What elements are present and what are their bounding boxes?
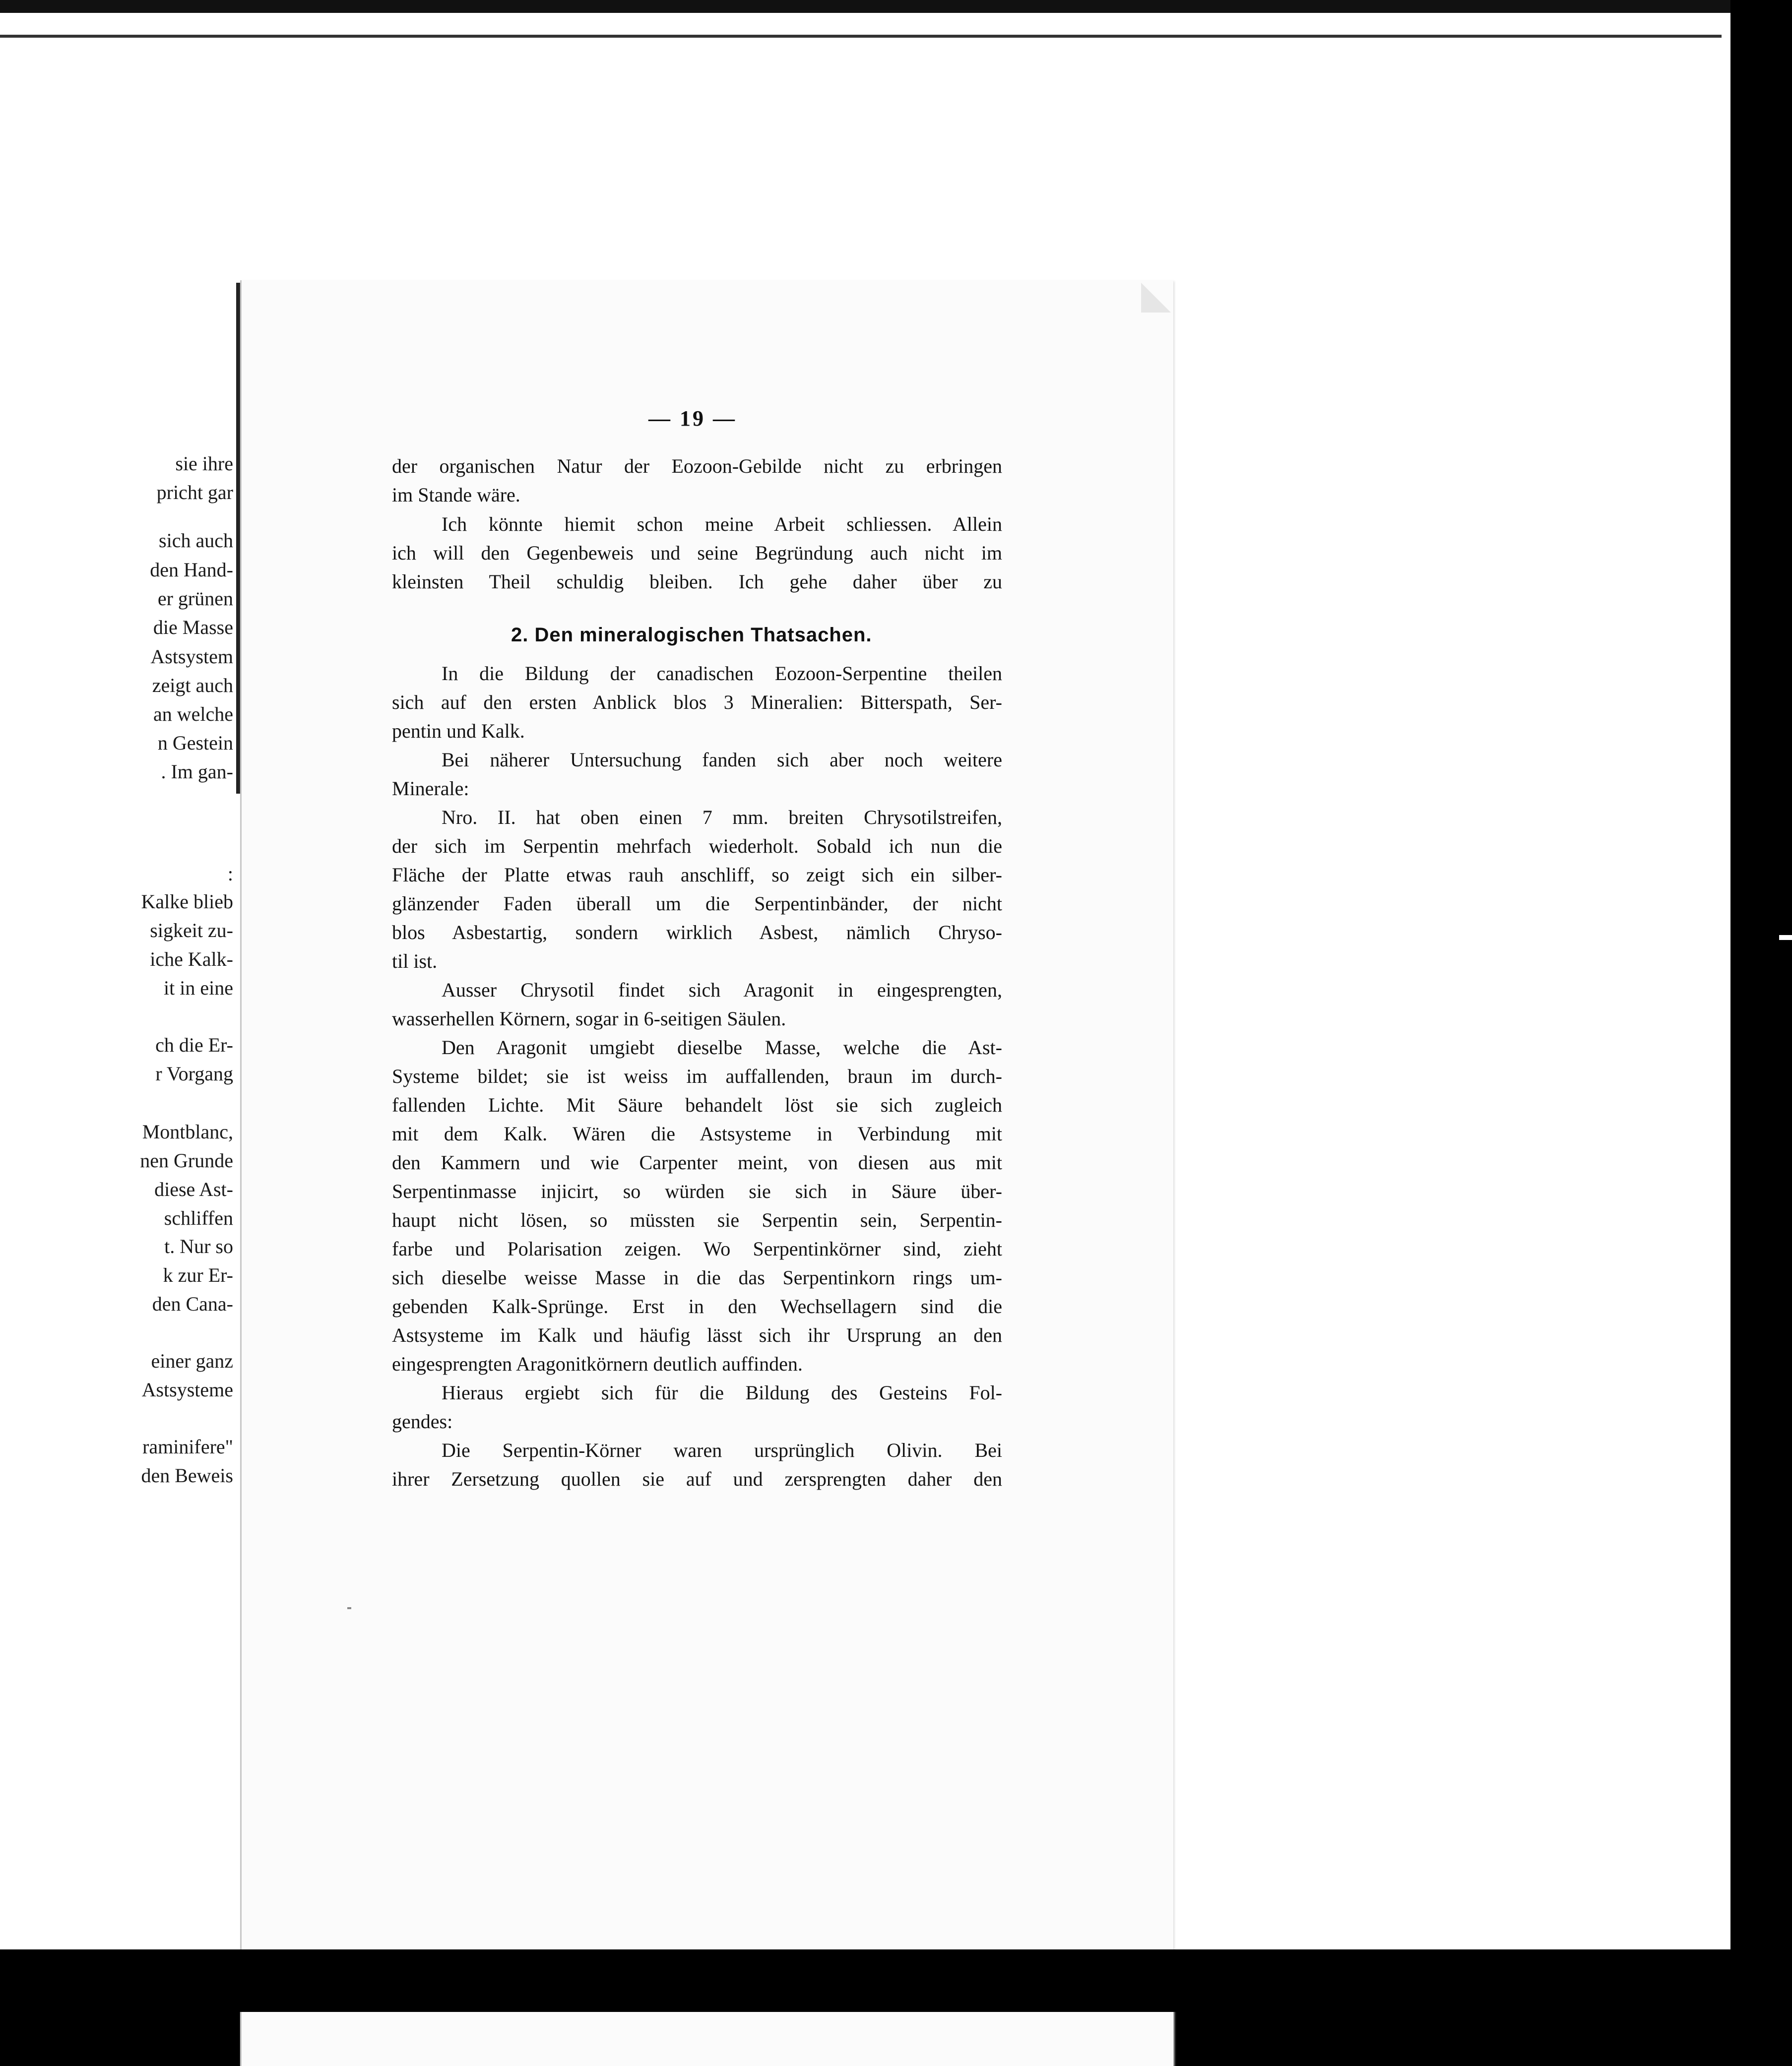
text-line: sich dieselbe weisse Masse in die das Serpentinkorn rings um- — [392, 1266, 1002, 1289]
left-line: k zur Er- — [163, 1264, 233, 1286]
text-line: farbe und Polarisation zeigen. Wo Serpentinkörner sind, zieht — [392, 1238, 1002, 1260]
text-line: Ich könnte hiemit schon meine Arbeit schliessen. Allein — [442, 513, 1002, 535]
left-line: Astsysteme — [141, 1378, 233, 1401]
section-heading: 2. Den mineralogischen Thatsachen. — [511, 624, 872, 646]
left-line: Kalke blieb — [141, 890, 233, 913]
left-line: den Beweis — [141, 1464, 233, 1487]
left-line: r Vorgang — [155, 1063, 233, 1085]
page-number: — 19 — — [648, 406, 737, 431]
text-line: Ausser Chrysotil findet sich Aragonit in eingesprengten, — [442, 979, 1002, 1001]
text-line: blos Asbestartig, sondern wirklich Asbest, nämlich Chryso- — [392, 921, 1002, 943]
left-line: schliffen — [164, 1207, 233, 1229]
left-line: pricht gar — [156, 481, 233, 503]
text-line: eingesprengten Aragonitkörnern deutlich auffinden. — [392, 1353, 803, 1375]
text-line: kleinsten Theil schuldig bleiben. Ich gehe daher über zu — [392, 570, 1002, 593]
left-page-shadow — [236, 283, 240, 794]
text-line: wasserhellen Körnern, sogar in 6-seitigen Säulen. — [392, 1007, 786, 1030]
left-line: einer ganz — [151, 1350, 233, 1372]
text-line: gendes: — [392, 1410, 453, 1433]
left-line: diese Ast- — [154, 1178, 233, 1200]
text-line: sich auf den ersten Anblick blos 3 Mineralien: Bitterspath, Ser- — [392, 691, 1002, 713]
scan-top-edge — [0, 0, 1792, 13]
text-line: gebenden Kalk-Sprünge. Erst in den Wechsellagern sind die — [392, 1295, 1002, 1317]
text-line: Die Serpentin-Körner waren ursprünglich Olivin. Bei — [442, 1439, 1002, 1461]
text-line: ich will den Gegenbeweis und seine Begründung auch nicht im — [392, 542, 1002, 564]
text-line: Hieraus ergiebt sich für die Bildung des Gesteins Fol- — [442, 1381, 1002, 1404]
text-line: til ist. — [392, 950, 438, 972]
text-line: im Stande wäre. — [392, 484, 520, 506]
scan-right-mark — [1779, 935, 1792, 940]
left-line: zeigt auch — [152, 674, 233, 696]
text-line: In die Bildung der canadischen Eozoon-Serpentine theilen — [442, 662, 1002, 685]
text-line: mit dem Kalk. Wären die Astsysteme in Verbindung mit — [392, 1123, 1002, 1145]
text-line: der sich im Serpentin mehrfach wiederholt. Sobald ich nun die — [392, 835, 1002, 857]
text-line: fallenden Lichte. Mit Säure behandelt löst sie sich zugleich — [392, 1094, 1002, 1116]
scan-speck — [347, 1607, 351, 1609]
text-line: Minerale: — [392, 777, 469, 800]
left-line: ch die Er- — [155, 1034, 233, 1056]
text-line: pentin und Kalk. — [392, 720, 525, 742]
left-line: sigkeit zu- — [150, 919, 233, 941]
left-line: t. Nur so — [164, 1235, 233, 1257]
scan-right-border — [1730, 0, 1792, 2012]
left-line: die Masse — [153, 616, 233, 638]
text-line: glänzender Faden überall um die Serpentinbänder, der nicht — [392, 892, 1002, 915]
left-line: Astsystem — [150, 645, 233, 668]
left-line: an welche — [153, 703, 233, 725]
text-line: Fläche der Platte etwas rauh anschliff, so zeigt sich ein silber- — [392, 864, 1002, 886]
text-line: Serpentinmasse injicirt, so würden sie sich in Säure über- — [392, 1180, 1002, 1202]
left-line: sich auch — [159, 529, 233, 552]
text-line: Bei näherer Untersuchung fanden sich aber noch weitere — [442, 749, 1002, 771]
scan-bottom-border — [0, 1949, 1792, 2012]
text-line: Den Aragonit umgiebt dieselbe Masse, welche die Ast- — [442, 1036, 1002, 1059]
text-line: den Kammern und wie Carpenter meint, von diesen aus mit — [392, 1151, 1002, 1174]
left-line: raminifere" — [142, 1436, 233, 1458]
left-line: nen Grunde — [140, 1149, 233, 1172]
left-line: den Hand- — [150, 559, 233, 581]
left-line: er grünen — [157, 587, 233, 610]
text-line: Astsysteme im Kalk und häufig lässt sich ihr Ursprung an den — [392, 1324, 1002, 1346]
text-line: Systeme bildet; sie ist weiss im auffallenden, braun im durch- — [392, 1065, 1002, 1087]
left-line: . Im gan- — [161, 760, 233, 783]
left-line: n Gestein — [157, 732, 233, 754]
text-line: haupt nicht lösen, so müssten sie Serpentin sein, Serpentin- — [392, 1209, 1002, 1231]
scan-top-rule — [0, 35, 1722, 38]
text-line: Nro. II. hat oben einen 7 mm. breiten Chrysotilstreifen, — [442, 806, 1002, 828]
left-page-fragment — [0, 280, 239, 794]
text-line: der organischen Natur der Eozoon-Gebilde nicht zu erbringen — [392, 455, 1002, 477]
left-line: : — [227, 863, 233, 885]
left-line: Montblanc, — [142, 1121, 233, 1143]
text-line: ihrer Zersetzung quollen sie auf und zersprengten daher den — [392, 1468, 1002, 1490]
left-line: iche Kalk- — [150, 948, 233, 970]
left-line: den Cana- — [152, 1293, 233, 1315]
left-page-lower — [0, 794, 239, 1488]
left-line: sie ihre — [175, 452, 233, 475]
left-line: it in eine — [164, 977, 233, 999]
